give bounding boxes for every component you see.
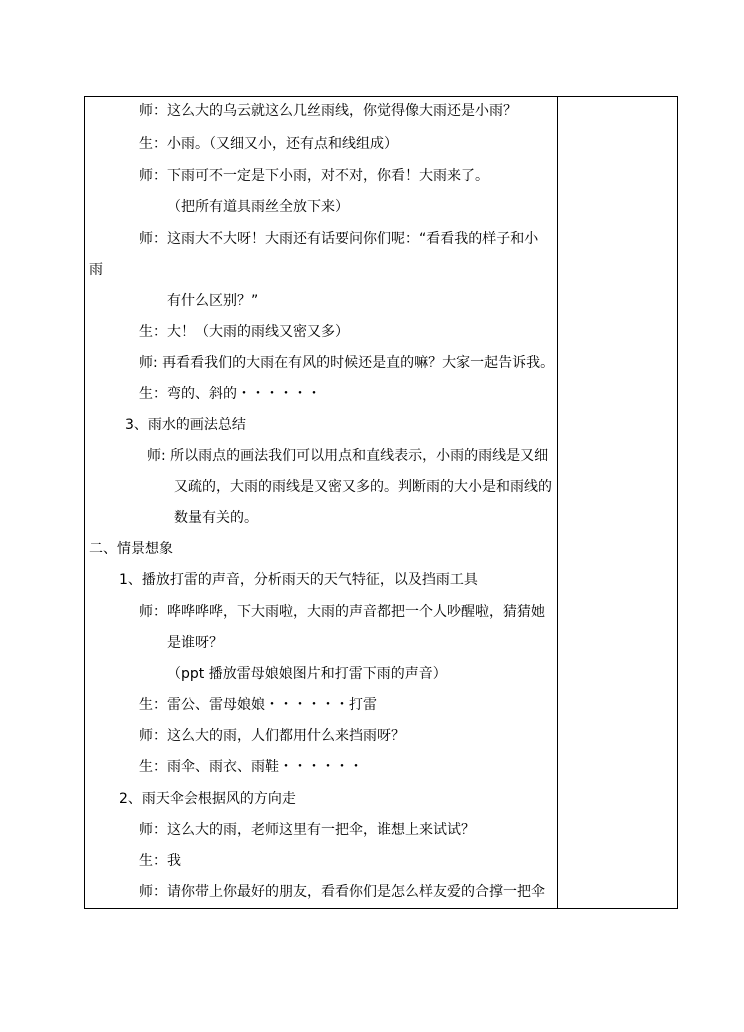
dialogue-line-wrap: 雨 — [89, 262, 103, 278]
dialogue-line: 生：弯的、斜的・・・・・・ — [139, 386, 321, 402]
dialogue-line: 师: 再看看我们的大雨在有风的时候还是直的嘛？大家一起告诉我。 — [139, 355, 555, 371]
dialogue-line: 师: 所以雨点的画法我们可以用点和直线表示，小雨的雨线是又细 — [147, 448, 549, 464]
dialogue-line: 师：这么大的雨，人们都用什么来挡雨呀？ — [139, 728, 405, 744]
dialogue-line: 是谁呀？ — [167, 635, 223, 651]
dialogue-line: 师：请你带上你最好的朋友，看看你们是怎么样友爱的合撑一把伞 — [139, 884, 545, 900]
section-heading: 二、情景想象 — [89, 541, 173, 557]
lesson-table — [84, 96, 678, 909]
dialogue-line: 师：哗哗哗哗，下大雨啦，大雨的声音都把一个人吵醒啦，猜猜她 — [139, 604, 545, 620]
dialogue-line: 生：大！（大雨的雨线又密又多） — [139, 324, 349, 340]
subsection-heading: 3、雨水的画法总结 — [125, 417, 246, 433]
dialogue-line: 生：我 — [139, 853, 181, 869]
dialogue-line: 有什么区别？” — [167, 293, 259, 309]
stage-direction: （把所有道具雨丝全放下来） — [167, 199, 349, 215]
dialogue-line: 生：雷公、雷母娘娘・・・・・・打雷 — [139, 697, 377, 713]
notes-cell — [558, 97, 677, 908]
stage-direction: （ppt 播放雷母娘娘图片和打雷下雨的声音） — [167, 666, 447, 682]
dialogue-line: 生：小雨。（又细又小，还有点和线组成） — [139, 136, 398, 152]
dialogue-line: 师：这雨大不大呀！大雨还有话要问你们呢：“看看我的样子和小 — [139, 231, 539, 247]
dialogue-line: 师：这么大的雨，老师这里有一把伞，谁想上来试试？ — [139, 822, 475, 838]
dialogue-line: 生：雨伞、雨衣、雨鞋・・・・・・ — [139, 759, 363, 775]
lesson-content-cell — [85, 97, 557, 908]
dialogue-line: 又疏的，大雨的雨线是又密又多的。判断雨的大小是和雨线的 — [174, 479, 552, 495]
subsection-heading: 1、播放打雷的声音，分析雨天的天气特征，以及挡雨工具 — [119, 572, 478, 588]
subsection-heading: 2、雨天伞会根据风的方向走 — [119, 791, 296, 807]
dialogue-line: 数量有关的。 — [174, 510, 258, 526]
dialogue-line: 师：下雨可不一定是下小雨，对不对，你看！大雨来了。 — [139, 168, 489, 184]
dialogue-line: 师：这么大的乌云就这么几丝雨线，你觉得像大雨还是小雨？ — [139, 103, 517, 119]
